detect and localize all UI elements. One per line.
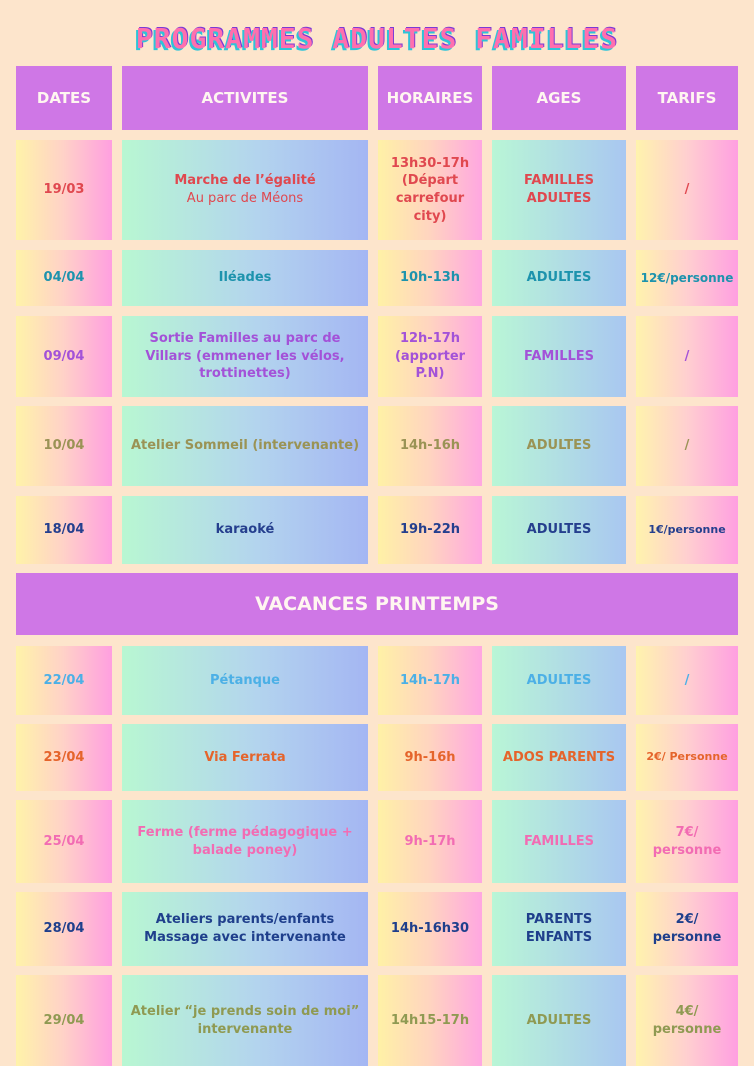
ages-text: FAMILLES ADULTES — [523, 173, 595, 206]
activity-text: Ateliers parents/enfants Massage avec intervenante — [144, 912, 346, 945]
ages-text: ADULTES — [526, 270, 592, 286]
ages-text: ADULTES — [526, 522, 592, 538]
ages-cell — [492, 406, 626, 486]
date-text: 22/04 — [43, 672, 85, 688]
date-text: 09/04 — [43, 348, 85, 364]
ages-cell — [492, 892, 626, 966]
price-text: 2€/ personne — [652, 912, 722, 945]
activity-text: Atelier Sommeil (intervenante) — [130, 438, 360, 454]
date-cell — [16, 316, 112, 397]
price-text: 7€/ personne — [652, 824, 722, 858]
activity-text: karaoké — [215, 522, 275, 538]
ages-text: ADOS PARENTS — [502, 749, 616, 765]
hours-cell — [378, 724, 482, 791]
activity-text: Sortie Familles au parc de Villars (emmener les vélos, trottinettes) — [145, 331, 345, 382]
hours-cell — [378, 646, 482, 715]
page-title: PROGRAMMES ADULTES FAMILLES — [135, 22, 619, 55]
price-cell — [636, 496, 738, 564]
date-cell — [16, 724, 112, 791]
date-text: 28/04 — [43, 921, 85, 937]
date-text: 29/04 — [43, 1012, 85, 1028]
hours-text: 9h-17h — [404, 833, 456, 849]
activity-cell — [122, 496, 368, 564]
date-cell — [16, 800, 112, 883]
price-cell — [636, 800, 738, 883]
price-text: 4€/ personne — [652, 1003, 722, 1037]
ages-cell — [492, 496, 626, 564]
header-activities: ACTIVITES — [122, 66, 368, 130]
price-text: 2€/ Personne — [646, 750, 728, 764]
hours-text: 14h-16h30 — [390, 921, 470, 937]
header-prices: TARIFS — [636, 66, 738, 130]
date-cell — [16, 140, 112, 240]
price-cell — [636, 724, 738, 791]
price-cell — [636, 646, 738, 715]
price-text: 12€/personne — [640, 270, 734, 285]
date-cell — [16, 975, 112, 1066]
activity-cell — [122, 250, 368, 306]
price-text: / — [684, 348, 690, 364]
hours-cell — [378, 140, 482, 240]
hours-text: 10h-13h — [399, 270, 461, 286]
ages-cell — [492, 800, 626, 883]
ages-cell — [492, 646, 626, 715]
activity-text: Marche de l’égalité — [174, 173, 316, 189]
activity-cell — [122, 406, 368, 486]
hours-text: 13h30-17h (Départ carrefour city) — [390, 155, 470, 224]
date-text: 10/04 — [43, 438, 85, 454]
price-text: / — [684, 438, 690, 454]
price-cell — [636, 975, 738, 1066]
hours-cell — [378, 800, 482, 883]
price-cell — [636, 406, 738, 486]
ages-text: FAMILLES — [523, 833, 595, 849]
hours-text: 14h-16h — [399, 438, 461, 454]
price-text: / — [684, 672, 690, 688]
date-text: 19/03 — [43, 182, 85, 198]
activity-cell — [122, 892, 368, 966]
price-text: 1€/personne — [648, 522, 726, 536]
ages-text: FAMILLES — [523, 348, 595, 364]
ages-text: ADULTES — [526, 672, 592, 688]
activity-cell — [122, 800, 368, 883]
price-cell — [636, 892, 738, 966]
activity-cell — [122, 646, 368, 715]
ages-text: ADULTES — [526, 438, 592, 454]
activity-cell — [122, 316, 368, 397]
activity-cell — [122, 724, 368, 791]
activity-text: Via Ferrata — [204, 749, 286, 765]
date-text: 23/04 — [43, 749, 85, 765]
hours-cell — [378, 892, 482, 966]
date-text: 25/04 — [43, 833, 85, 849]
hours-text: 14h15-17h — [390, 1012, 470, 1028]
hours-cell — [378, 250, 482, 306]
price-text: / — [684, 182, 690, 198]
hours-cell — [378, 975, 482, 1066]
ages-text: PARENTS ENFANTS — [525, 912, 593, 945]
date-cell — [16, 892, 112, 966]
date-cell — [16, 496, 112, 564]
date-text: 04/04 — [43, 270, 85, 286]
activity-cell — [122, 975, 368, 1066]
hours-text: 12h-17h (apporter P.N) — [394, 331, 466, 382]
activity-subtext: Au parc de Méons — [186, 191, 304, 206]
ages-text: ADULTES — [526, 1012, 592, 1028]
date-text: 18/04 — [43, 522, 85, 538]
header-dates: DATES — [16, 66, 112, 130]
price-cell — [636, 140, 738, 240]
ages-cell — [492, 250, 626, 306]
date-cell — [16, 646, 112, 715]
hours-cell — [378, 316, 482, 397]
activity-cell — [122, 140, 368, 240]
hours-text: 14h-17h — [399, 672, 461, 688]
date-cell — [16, 406, 112, 486]
hours-cell — [378, 496, 482, 564]
activity-text: Atelier “je prends soin de moi” intervenante — [130, 1003, 360, 1037]
price-cell — [636, 250, 738, 306]
hours-cell — [378, 406, 482, 486]
activity-text: Pétanque — [210, 672, 280, 688]
price-cell — [636, 316, 738, 397]
ages-cell — [492, 140, 626, 240]
header-hours: HORAIRES — [378, 66, 482, 130]
date-cell — [16, 250, 112, 306]
ages-cell — [492, 975, 626, 1066]
activity-text: Ferme (ferme pédagogique + balade poney) — [137, 824, 353, 858]
ages-cell — [492, 316, 626, 397]
hours-text: 19h-22h — [399, 522, 461, 538]
ages-cell — [492, 724, 626, 791]
section-banner: VACANCES PRINTEMPS — [16, 573, 738, 635]
activity-text: Iléades — [218, 270, 272, 286]
hours-text: 9h-16h — [404, 749, 456, 765]
header-ages: AGES — [492, 66, 626, 130]
